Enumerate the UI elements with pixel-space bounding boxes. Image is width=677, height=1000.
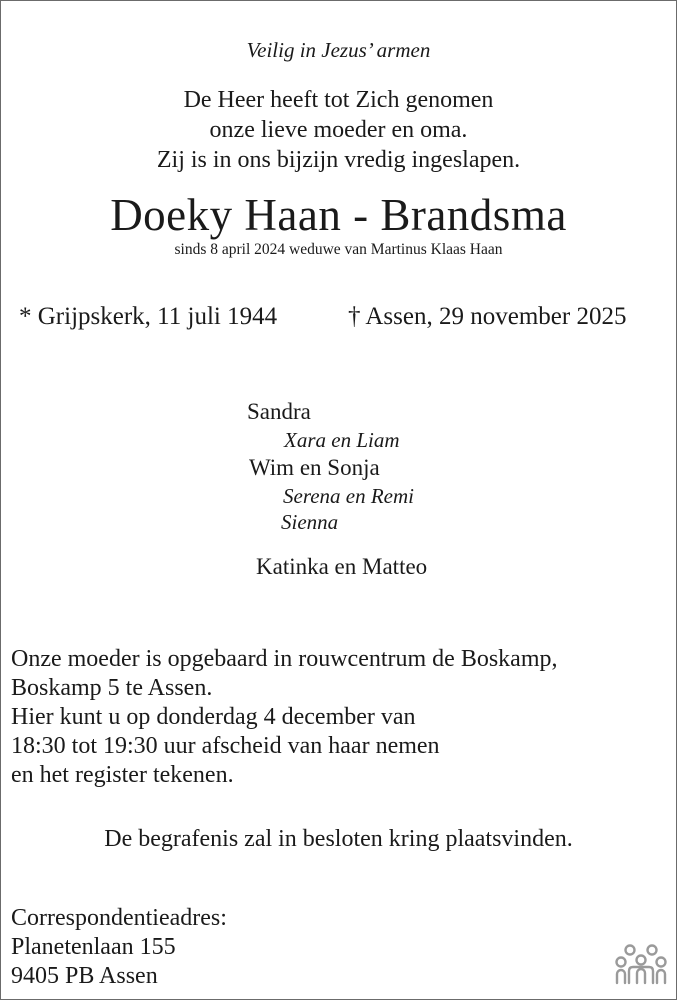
family-grandchildren-1: Xara en Liam bbox=[284, 428, 400, 452]
family-child-2: Wim en Sonja bbox=[249, 455, 380, 480]
deceased-name: Doeky Haan - Brandsma bbox=[110, 190, 567, 240]
correspondence-address bbox=[11, 904, 227, 991]
intro-line: De Heer heeft tot Zich genomen bbox=[183, 87, 494, 113]
family-other: Katinka en Matteo bbox=[256, 554, 428, 579]
people-group-icon bbox=[615, 943, 667, 985]
intro-line: onze lieve moeder en oma. bbox=[209, 117, 468, 143]
correspondence-label: Correspondentieadres: bbox=[11, 905, 227, 931]
intro-text bbox=[1, 85, 676, 175]
funeral-notice: De begrafenis zal in besloten kring plaatsvinden. bbox=[104, 826, 573, 852]
family-grandchildren-2b: Sienna bbox=[281, 510, 339, 534]
intro-line: Zij is in ons bijzijn vredig ingeslapen. bbox=[156, 147, 521, 173]
correspondence-city: 9405 PB Assen bbox=[11, 963, 158, 989]
family-child-1: Sandra bbox=[247, 399, 311, 424]
viewing-notice bbox=[11, 645, 558, 790]
widow-note: sinds 8 april 2024 weduwe van Martinus Klaas Haan bbox=[174, 241, 503, 258]
notice-line: en het register tekenen. bbox=[11, 762, 234, 788]
family-grandchildren-2a: Serena en Remi bbox=[283, 484, 415, 508]
notice-line: Onze moeder is opgebaard in rouwcentrum de Boskamp, bbox=[11, 646, 558, 672]
correspondence-street: Planetenlaan 155 bbox=[11, 934, 176, 960]
birth-date: * Grijpskerk, 11 juli 1944 bbox=[19, 303, 278, 330]
motto: Veilig in Jezus’ armen bbox=[246, 38, 431, 62]
notice-line: Hier kunt u op donderdag 4 december van bbox=[11, 704, 416, 730]
notice-line: 18:30 tot 19:30 uur afscheid van haar nemen bbox=[11, 733, 440, 759]
death-date: † Assen, 29 november 2025 bbox=[348, 303, 627, 330]
notice-line: Boskamp 5 te Assen. bbox=[11, 675, 213, 701]
